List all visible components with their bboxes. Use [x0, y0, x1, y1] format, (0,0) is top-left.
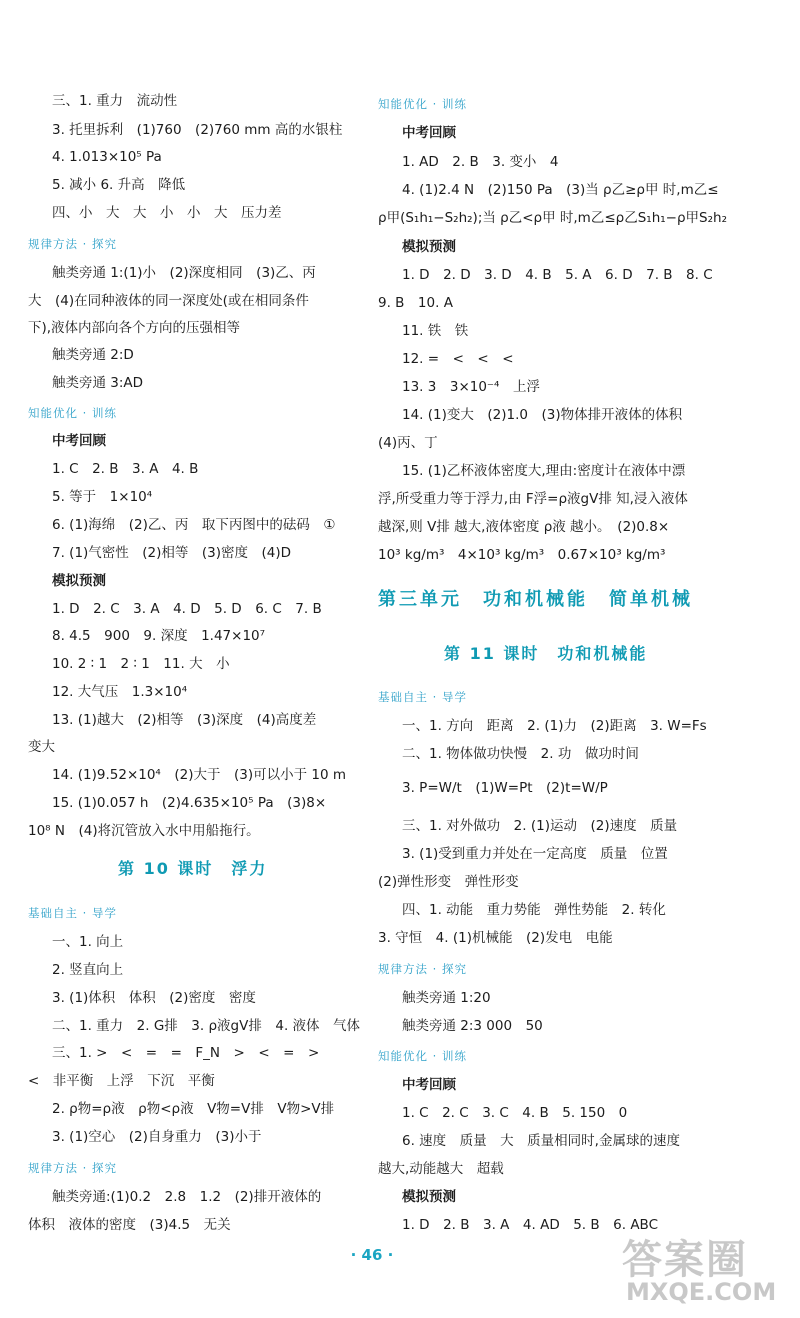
subheading: 模拟预测 — [52, 573, 106, 589]
subheading: 中考回顾 — [52, 433, 106, 449]
answer-line: 三、1. 重力 流动性 — [52, 93, 178, 109]
answer-line: 7. (1)气密性 (2)相等 (3)密度 (4)D — [52, 545, 292, 561]
answer-line: 1. D 2. B 3. A 4. AD 5. B 6. ABC — [402, 1217, 658, 1233]
answer-line: 触类旁通 1:20 — [402, 990, 491, 1006]
answer-line: 2. ρ物=ρ液 ρ物<ρ液 V物=V排 V物>V排 — [52, 1101, 335, 1117]
answer-line: 二、1. 重力 2. G排 3. ρ液gV排 4. 液体 气体 — [52, 1018, 361, 1034]
answer-line: 3. (1)受到重力并处在一定高度 质量 位置 — [402, 846, 668, 862]
answer-line: 二、1. 物体做功快慢 2. 功 做功时间 — [402, 746, 639, 762]
answer-line: ρ甲(S₁h₁−S₂h₂);当 ρ乙<ρ甲 时,m乙≤ρ乙S₁h₁−ρ甲S₂h₂ — [378, 210, 727, 226]
answer-line: 3. (1)空心 (2)自身重力 (3)小于 — [52, 1129, 262, 1145]
answer-line: 体积 液体的密度 (3)4.5 无关 — [28, 1217, 231, 1233]
subheading: 模拟预测 — [402, 1189, 456, 1205]
answer-line: 触类旁通:(1)0.2 2.8 1.2 (2)排开液体的 — [52, 1189, 322, 1205]
answer-line: 15. (1)0.057 h (2)4.635×10⁵ Pa (3)8× — [52, 795, 327, 811]
answer-line: 4. 1.013×10⁵ Pa — [52, 149, 162, 165]
answer-line: 下),液体内部向各个方向的压强相等 — [28, 320, 241, 336]
answer-line: 触类旁通 2:D — [52, 347, 134, 363]
answer-line: 一、1. 向上 — [52, 934, 124, 950]
answer-line: 15. (1)乙杯液体密度大,理由:密度计在液体中漂 — [402, 463, 686, 479]
section-heading: 规律方法 · 探究 — [378, 962, 467, 976]
answer-line: 12. = < < < — [402, 351, 514, 367]
answer-line: 2. 竖直向上 — [52, 962, 124, 978]
answer-line: 1. D 2. D 3. D 4. B 5. A 6. D 7. B 8. C — [402, 267, 713, 283]
answer-line: 1. C 2. B 3. A 4. B — [52, 461, 199, 477]
section-heading: 基础自主 · 导学 — [28, 906, 117, 920]
answer-line: 10. 2 ∶ 1 2 ∶ 1 11. 大 小 — [52, 656, 230, 672]
section-heading: 规律方法 · 探究 — [28, 237, 117, 251]
answer-line: (4)丙、丁 — [378, 435, 438, 451]
section-heading: 知能优化 · 训练 — [28, 406, 117, 420]
answer-line: 5. 减小 6. 升高 降低 — [52, 177, 186, 193]
answer-line: 6. (1)海绵 (2)乙、丙 取下丙图中的砝码 ① — [52, 517, 336, 533]
answer-line: 13. 3 3×10⁻⁴ 上浮 — [402, 379, 540, 395]
answer-line: < 非平衡 上浮 下沉 平衡 — [28, 1073, 215, 1089]
answer-line: 三、1. > < = = F_N > < = > — [52, 1045, 320, 1061]
answer-line: 触类旁通 3:AD — [52, 375, 144, 391]
section-heading: 基础自主 · 导学 — [378, 690, 467, 704]
lesson-title: 第 11 课时 功和机械能 — [444, 644, 648, 663]
answer-line: 越大,动能越大 超载 — [378, 1161, 504, 1177]
watermark-text: 答案圈 — [622, 1237, 748, 1283]
answer-line: 9. B 10. A — [378, 295, 453, 311]
answer-line: 10³ kg/m³ 4×10³ kg/m³ 0.67×10³ kg/m³ — [378, 547, 666, 563]
answer-line: 3. (1)体积 体积 (2)密度 密度 — [52, 990, 256, 1006]
subheading: 中考回顾 — [402, 1077, 456, 1093]
answer-line: 1. D 2. C 3. A 4. D 5. D 6. C 7. B — [52, 601, 322, 617]
answer-line: 8. 4.5 900 9. 深度 1.47×10⁷ — [52, 628, 266, 644]
answer-line: 12. 大气压 1.3×10⁴ — [52, 684, 188, 700]
answer-line: 触类旁通 2:3 000 50 — [402, 1018, 543, 1034]
answer-line: 1. AD 2. B 3. 变小 4 — [402, 154, 559, 170]
watermark-logo — [612, 1228, 792, 1312]
answer-line: 浮,所受重力等于浮力,由 F浮=ρ液gV排 知,浸入液体 — [378, 491, 688, 507]
answer-line: 6. 速度 质量 大 质量相同时,金属球的速度 — [402, 1133, 680, 1149]
answer-line: 四、1. 动能 重力势能 弹性势能 2. 转化 — [402, 902, 666, 918]
section-heading: 规律方法 · 探究 — [28, 1161, 117, 1175]
answer-line: 大 (4)在同种液体的同一深度处(或在相同条件 — [28, 293, 309, 309]
answer-line: 3. 守恒 4. (1)机械能 (2)发电 电能 — [378, 930, 613, 946]
section-heading: 知能优化 · 训练 — [378, 97, 467, 111]
watermark-url: MXQE.COM — [626, 1278, 777, 1306]
answer-line: 触类旁通 1:(1)小 (2)深度相同 (3)乙、丙 — [52, 265, 316, 281]
subheading: 中考回顾 — [402, 125, 456, 141]
answer-line: 3. P=W/t (1)W=Pt (2)t=W/P — [402, 780, 608, 796]
answer-line: 变大 — [28, 739, 55, 755]
subheading: 模拟预测 — [402, 239, 456, 255]
answer-line: (2)弹性形变 弹性形变 — [378, 874, 519, 890]
answer-line: 3. 托里拆利 (1)760 (2)760 mm 高的水银柱 — [52, 122, 343, 138]
answer-line: 14. (1)9.52×10⁴ (2)大于 (3)可以小于 10 m — [52, 767, 347, 783]
answer-line: 一、1. 方向 距离 2. (1)力 (2)距离 3. W=Fs — [402, 718, 707, 734]
answer-line: 14. (1)变大 (2)1.0 (3)物体排开液体的体积 — [402, 407, 683, 423]
chapter-title: 第三单元 功和机械能 简单机械 — [378, 589, 693, 610]
answer-line: 四、小 大 大 小 小 大 压力差 — [52, 205, 282, 221]
answer-line: 5. 等于 1×10⁴ — [52, 489, 153, 505]
answer-line: 4. (1)2.4 N (2)150 Pa (3)当 ρ乙≥ρ甲 时,m乙≤ — [402, 182, 719, 198]
lesson-title: 第 10 课时 浮力 — [118, 859, 268, 878]
answer-line: 11. 铁 铁 — [402, 323, 469, 339]
answer-line: 越深,则 V排 越大,液体密度 ρ液 越小。 (2)0.8× — [378, 519, 670, 535]
section-heading: 知能优化 · 训练 — [378, 1049, 467, 1063]
answer-line: 1. C 2. C 3. C 4. B 5. 150 0 — [402, 1105, 628, 1121]
page-number: · 46 · — [350, 1246, 394, 1264]
answer-line: 10⁸ N (4)将沉管放入水中用船拖行。 — [28, 823, 260, 839]
answer-line: 三、1. 对外做功 2. (1)运动 (2)速度 质量 — [402, 818, 678, 834]
answer-line: 13. (1)越大 (2)相等 (3)深度 (4)高度差 — [52, 712, 317, 728]
